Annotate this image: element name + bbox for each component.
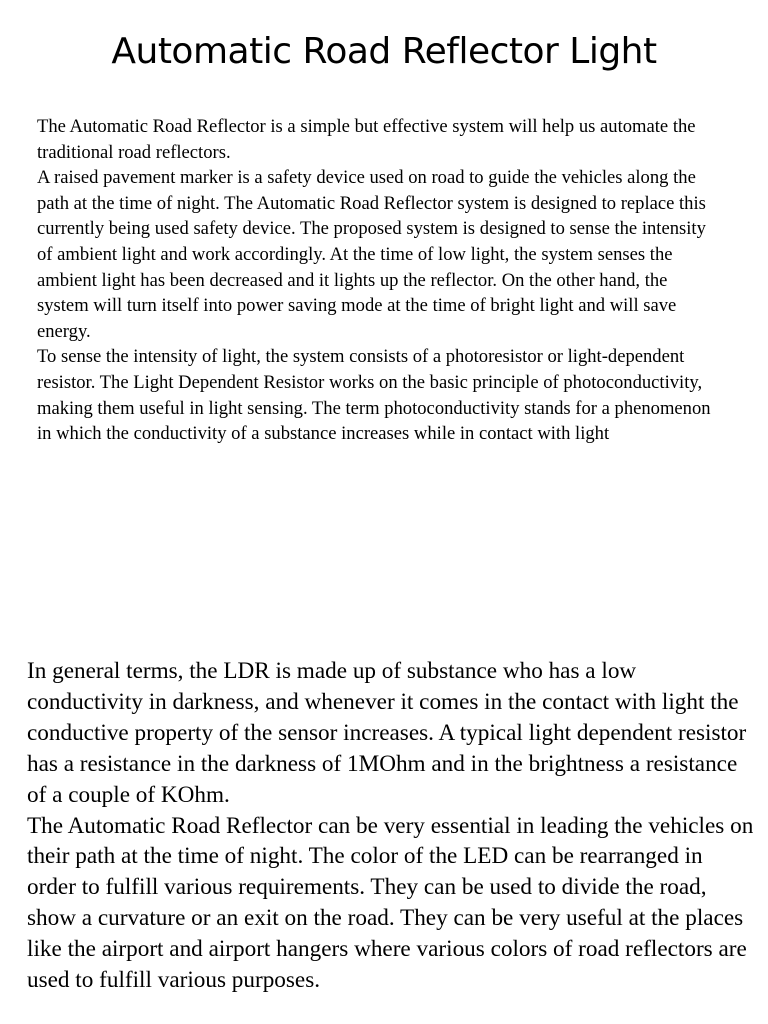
paragraph: To sense the intensity of light, the system consists of a photoresistor or light-dependent resistor. The Light Dependent Resistor works on the basic principle of photoconductivity, making them useful in light sensing. The term photoconductivity stands for a phenomenon in which the conductivity of a substance increases while in contact with light xyxy=(37,346,711,445)
paragraph: The Automatic Road Reflector can be very essential in leading the vehicles on their path at the time of night. The color of the LED can be rearranged in order to fulfill various requirements. They can be used to divide the road, show a curvature or an exit on the road. They can be very useful at the places like the airport and airport hangers where various colors of road reflectors are used to fulfill various purposes. xyxy=(27,812,754,994)
ldr-text-block xyxy=(27,656,757,996)
paragraph: The Automatic Road Reflector is a simple but effective system will help us automate the traditional road reflectors. xyxy=(37,116,696,163)
intro-text-block xyxy=(37,114,717,447)
paragraph: In general terms, the LDR is made up of substance who has a low conductivity in darkness, and whenever it comes in the contact with light the conductive property of the sensor increases. A typical light dependent resistor has a resistance in the darkness of 1MOhm and in the brightness a resistance of a couple of KOhm. xyxy=(27,658,747,808)
page-title: Automatic Road Reflector Light xyxy=(111,31,657,72)
paragraph: A raised pavement marker is a safety device used on road to guide the vehicles along the path at the time of night. The Automatic Road Reflector system is designed to replace this currently being used safety device. The proposed system is designed to sense the intensity of ambient light and work accordingly. At the time of low light, the system senses the ambient light has been decreased and it lights up the reflector. On the other hand, the system will turn itself into power saving mode at the time of bright light and will save energy. xyxy=(37,167,706,342)
